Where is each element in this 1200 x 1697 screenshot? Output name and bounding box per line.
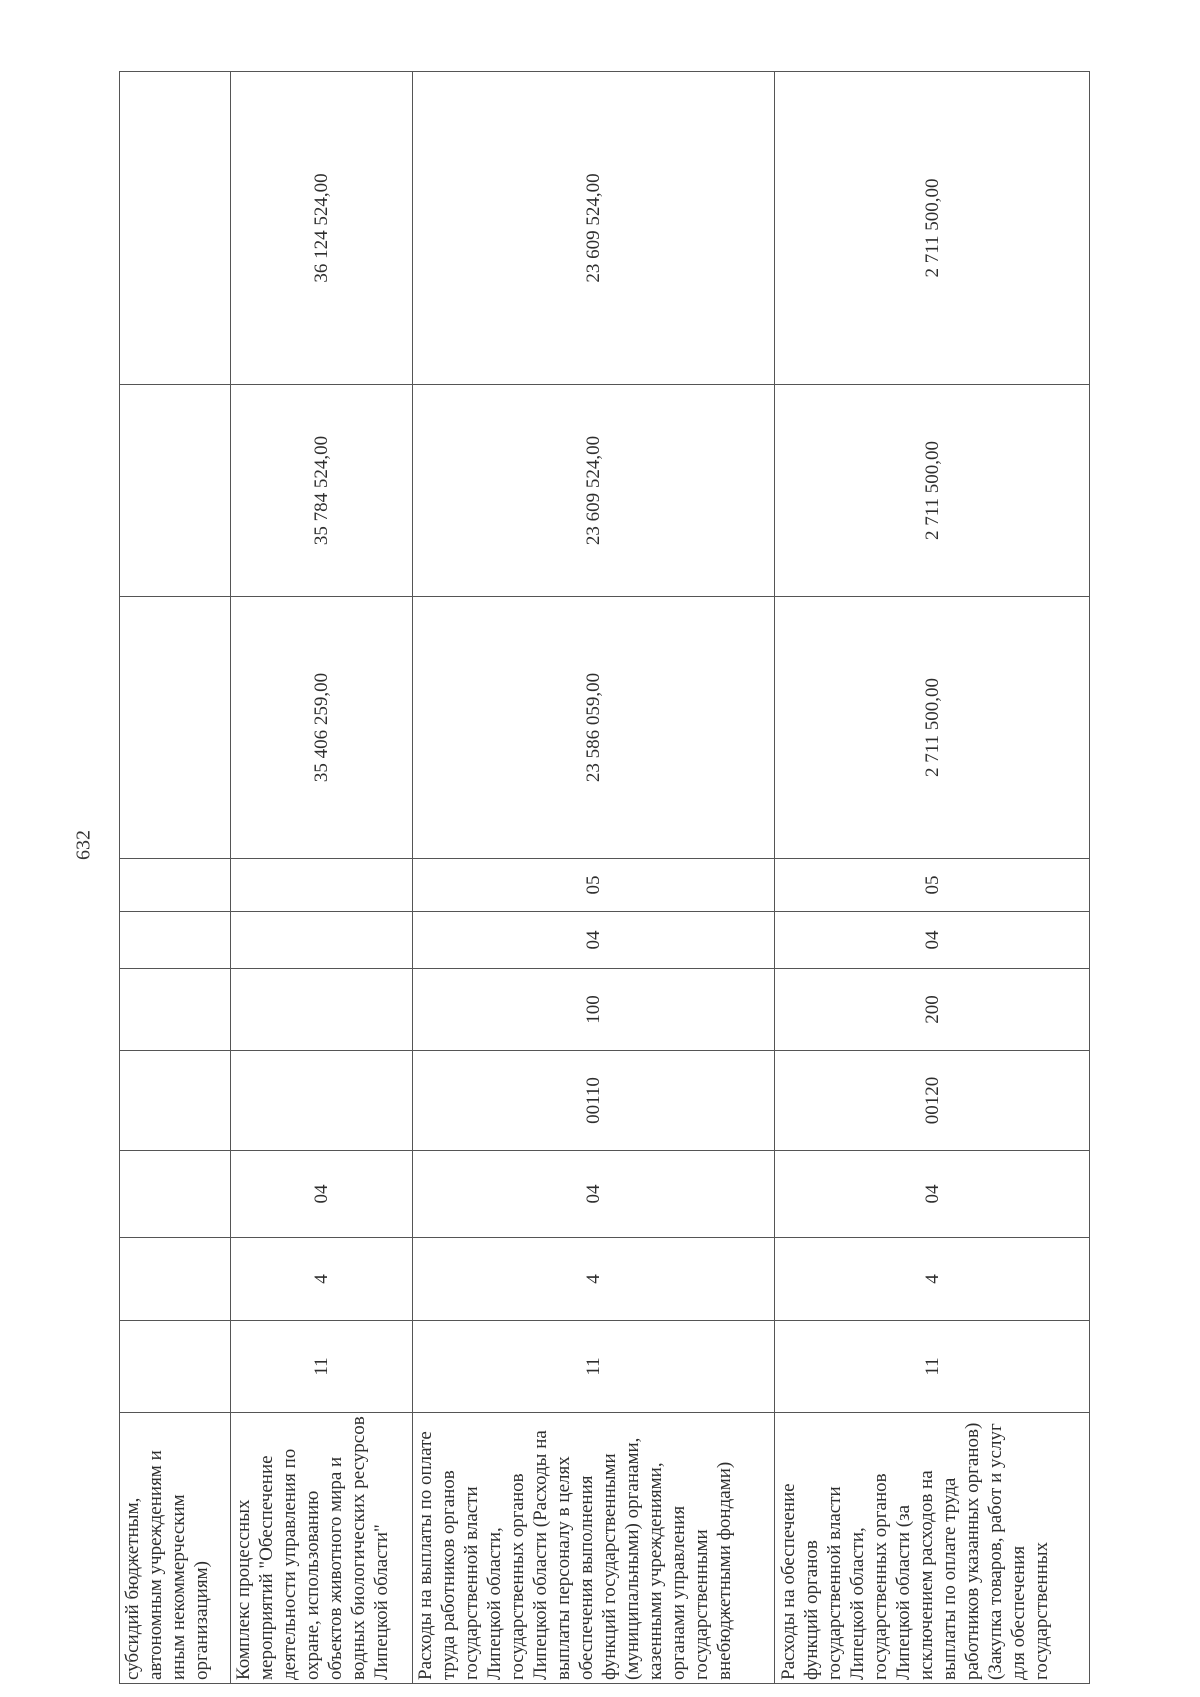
- ministry-code-cell: 11: [231, 1321, 413, 1413]
- expense-type-cell: 100: [413, 969, 775, 1051]
- table-row: [413, 72, 775, 1684]
- section-code-cell: 4: [413, 1238, 775, 1321]
- row-name-cell: субсидий бюджетным, автономным учреждениям и иным некоммерческим организациям): [120, 1413, 231, 1684]
- row-name-cell: Расходы на выплаты по оплате труда работников органов государственной власти Липецкой области, государственных органов Липецкой области (Расходы на выплаты персоналу в целях обеспечения выполнения функций государственными (муниципальными) органами, казенными учреждениями, органами управления государственными внебюджетными фондами): [413, 1413, 775, 1684]
- section-code-cell: 4: [775, 1238, 1090, 1321]
- code-a-cell: 04: [775, 912, 1090, 969]
- section-code-cell: 4: [231, 1238, 413, 1321]
- table-row: [120, 72, 231, 1684]
- expense-type-cell: [120, 969, 231, 1051]
- amount-year-2-cell: [120, 385, 231, 597]
- subsection-code-cell: 04: [413, 1151, 775, 1238]
- subsection-code-cell: [120, 1151, 231, 1238]
- amount-year-3-cell: [120, 72, 231, 385]
- amount-year-1-cell: 35 406 259,00: [231, 597, 413, 859]
- table-row: [231, 72, 413, 1684]
- table-row: [775, 72, 1090, 1684]
- expense-type-cell: [231, 969, 413, 1051]
- page-number: 632: [72, 830, 95, 860]
- code-b-cell: [231, 859, 413, 912]
- amount-year-2-cell: 2 711 500,00: [775, 385, 1090, 597]
- ministry-code-cell: 11: [775, 1321, 1090, 1413]
- target-code-cell: 00120: [775, 1051, 1090, 1151]
- row-name-cell: Расходы на обеспечение функций органов государственной власти Липецкой области, государственных органов Липецкой области (за исключением расходов на выплаты по оплате труда работников указанных органов) (Закупка товаров, работ и услуг для обеспечения государственных: [775, 1413, 1090, 1684]
- budget-table: [119, 71, 1090, 1684]
- amount-year-3-cell: 2 711 500,00: [775, 72, 1090, 385]
- amount-year-1-cell: [120, 597, 231, 859]
- ministry-code-cell: 11: [413, 1321, 775, 1413]
- row-name-cell: Комплекс процессных мероприятий "Обеспечение деятельности управления по охране, использованию объектов животного мира и водных биологических ресурсов Липецкой области": [231, 1413, 413, 1684]
- budget-table-sheet: [119, 72, 1089, 1684]
- section-code-cell: [120, 1238, 231, 1321]
- ministry-code-cell: [120, 1321, 231, 1413]
- expense-type-cell: 200: [775, 969, 1090, 1051]
- amount-year-2-cell: 35 784 524,00: [231, 385, 413, 597]
- amount-year-3-cell: 36 124 524,00: [231, 72, 413, 385]
- code-a-cell: [120, 912, 231, 969]
- subsection-code-cell: 04: [231, 1151, 413, 1238]
- code-b-cell: [120, 859, 231, 912]
- code-a-cell: [231, 912, 413, 969]
- target-code-cell: [120, 1051, 231, 1151]
- code-b-cell: 05: [413, 859, 775, 912]
- code-b-cell: 05: [775, 859, 1090, 912]
- subsection-code-cell: 04: [775, 1151, 1090, 1238]
- code-a-cell: 04: [413, 912, 775, 969]
- amount-year-1-cell: 2 711 500,00: [775, 597, 1090, 859]
- amount-year-2-cell: 23 609 524,00: [413, 385, 775, 597]
- target-code-cell: 00110: [413, 1051, 775, 1151]
- amount-year-1-cell: 23 586 059,00: [413, 597, 775, 859]
- target-code-cell: [231, 1051, 413, 1151]
- amount-year-3-cell: 23 609 524,00: [413, 72, 775, 385]
